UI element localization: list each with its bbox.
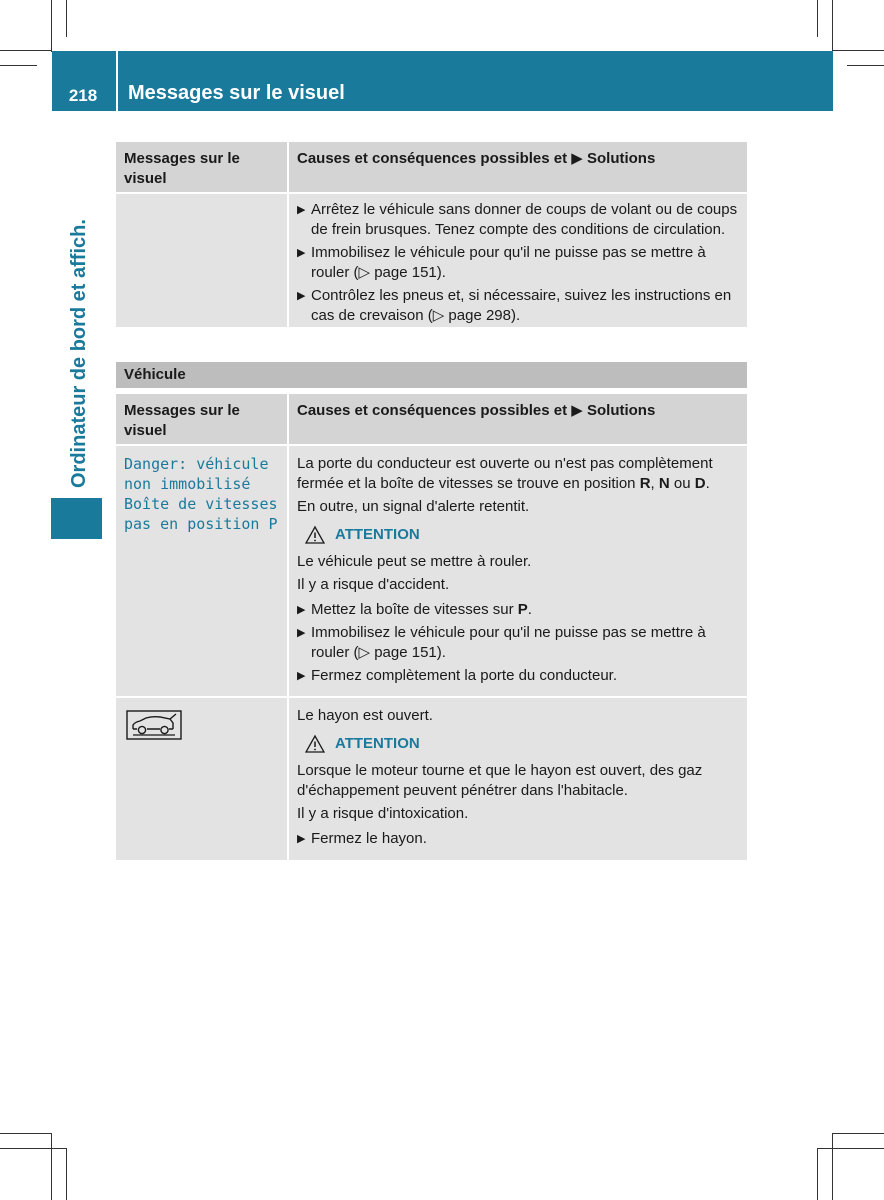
attention-label: ATTENTION [335, 526, 420, 543]
display-message-line: pas en position P [124, 515, 278, 533]
table-row [116, 696, 747, 860]
table-header-row [116, 142, 747, 192]
section-title: Véhicule [116, 362, 747, 388]
page-number: 218 [68, 86, 98, 105]
display-icon-cell [116, 698, 289, 860]
attention-heading [305, 734, 739, 754]
crop-mark [817, 0, 818, 37]
cause-text: La porte du conducteur est ouverte ou n'est pas complètement fermée et la boîte de vitesses se trouve en position R, N ou D. [297, 455, 713, 492]
solutions-cell [289, 698, 747, 860]
vehicle-messages-table [116, 362, 747, 860]
col-header-messages: Messages sur le visuel [116, 142, 289, 192]
crop-mark [832, 1133, 884, 1134]
solutions-cell [289, 194, 747, 327]
col-header-causes: Causes et conséquences possibles et ▶ Solutions [289, 142, 747, 192]
list-item: ▶ Mettez la boîte de vitesses sur P. [297, 601, 532, 618]
header-divider [116, 51, 118, 111]
messages-table-continued [116, 142, 747, 327]
col-header-causes: Causes et conséquences possibles et ▶ Solutions [289, 394, 747, 444]
crop-mark [0, 65, 37, 66]
solutions-cell [289, 446, 747, 696]
attention-heading [305, 525, 739, 545]
attention-label: ATTENTION [335, 735, 420, 752]
display-message-cell [116, 446, 289, 696]
page-title: Messages sur le visuel [128, 82, 345, 104]
crop-mark [832, 50, 884, 51]
table-row [116, 444, 747, 696]
warning-text: Il y a risque d'intoxication. [297, 805, 469, 822]
crop-mark [66, 0, 67, 37]
side-tab-label: Ordinateur de bord et affich. [68, 219, 90, 488]
side-tab-marker [51, 498, 102, 539]
display-message-line: non immobilisé [124, 475, 251, 493]
crop-mark [66, 1148, 67, 1200]
cause-text: Le hayon est ouvert. [297, 707, 433, 724]
crop-mark [51, 1133, 52, 1200]
list-item: ▶ Fermez le hayon. [297, 830, 427, 847]
col-header-messages: Messages sur le visuel [116, 394, 289, 444]
crop-mark [51, 0, 52, 52]
bullet-arrow-icon: ▶ [297, 833, 306, 845]
display-message-line: Danger: véhicule [124, 455, 269, 473]
bullet-arrow-icon: ▶ [297, 604, 306, 616]
crop-mark [0, 50, 52, 51]
warning-text: Le véhicule peut se mettre à rouler. [297, 553, 532, 570]
crop-mark [832, 1133, 833, 1200]
crop-mark [0, 1133, 52, 1134]
crop-mark [0, 1148, 67, 1149]
table-row [116, 192, 747, 327]
list-item: ▶ Immobilisez le véhicule pour qu'il ne puisse pas se mettre à rouler (▷ page 151). [297, 624, 706, 661]
warning-triangle-icon [305, 525, 325, 545]
crop-mark [847, 65, 884, 66]
warning-text: Il y a risque d'accident. [297, 576, 450, 593]
list-item: ▶ Immobilisez le véhicule pour qu'il ne puisse pas se mettre à rouler (▷ page 151). [297, 244, 706, 281]
display-message-cell [116, 194, 289, 327]
bullet-arrow-icon: ▶ [297, 627, 306, 639]
list-item: ▶ Contrôlez les pneus et, si nécessaire, suivez les instructions en cas de crevaison (▷ page 298). [297, 287, 732, 324]
warning-text: Lorsque le moteur tourne et que le hayon est ouvert, des gaz d'échappement peuvent pénétrer dans l'habitacle. [297, 762, 703, 799]
cause-text: En outre, un signal d'alerte retentit. [297, 498, 530, 515]
table-header-row [116, 394, 747, 444]
tailgate-open-icon [126, 710, 182, 740]
warning-triangle-icon [305, 734, 325, 754]
bullet-arrow-icon: ▶ [297, 204, 306, 216]
bullet-arrow-icon: ▶ [297, 290, 306, 302]
list-item: ▶ Arrêtez le véhicule sans donner de coups de volant ou de coups de frein brusques. Tenez compte des conditions de circulation. [297, 201, 738, 238]
bullet-arrow-icon: ▶ [297, 247, 306, 259]
crop-mark [817, 1148, 884, 1149]
bullet-arrow-icon: ▶ [297, 670, 306, 682]
list-item: ▶ Fermez complètement la porte du conducteur. [297, 667, 617, 684]
crop-mark [832, 0, 833, 52]
crop-mark [817, 1148, 818, 1200]
display-message-line: Boîte de vitesses [124, 495, 278, 513]
